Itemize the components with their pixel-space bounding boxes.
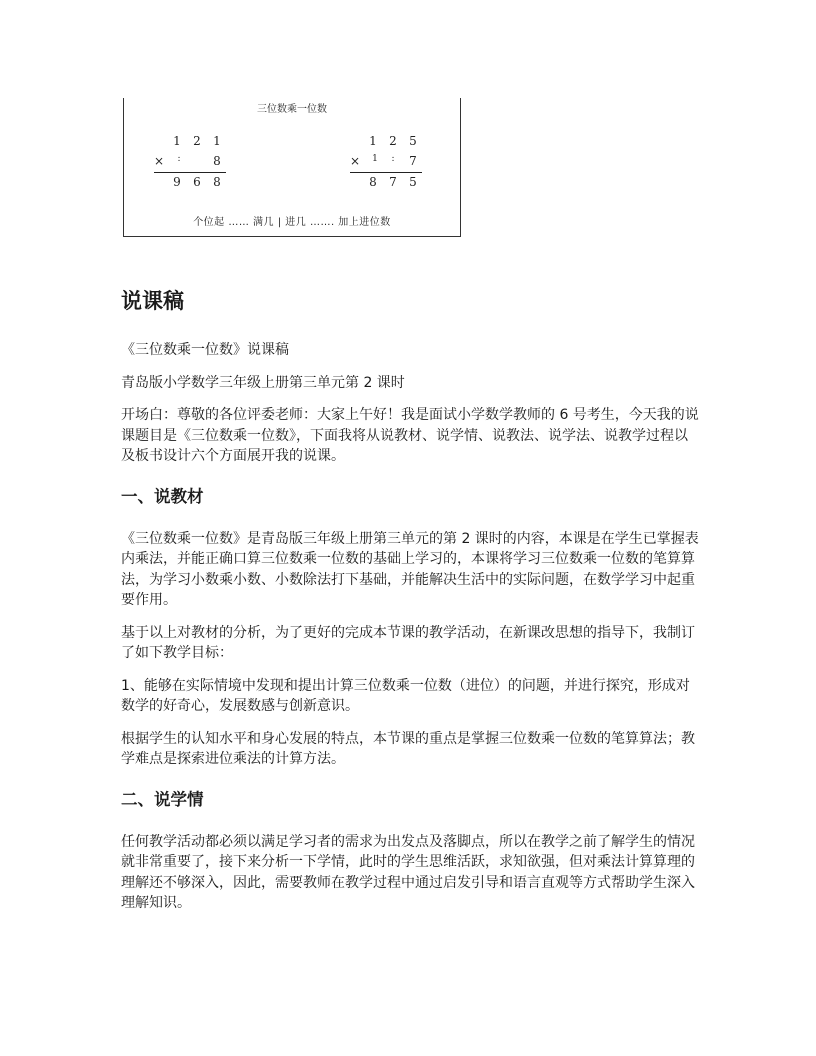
digit: 7 <box>409 154 417 168</box>
calc-line <box>350 172 422 173</box>
document-title: 说课稿 <box>121 289 184 313</box>
multiply-sign: × <box>349 154 361 168</box>
digit: 5 <box>409 134 417 148</box>
right-calculation <box>350 134 430 194</box>
digit: 8 <box>213 154 221 168</box>
paragraph: 任何教学活动都必须以满足学习者的需求为出发点及落脚点，所以在教学之前了解学生的情况就非常重要了，接下来分析一下学情，此时的学生思维活跃，求知欲强，但对乘法计算算理的理解还不够深入，因此，需要教师在教学过程中通过启发引导和语言直观等方式帮助学生深入理解知识。 <box>121 833 695 911</box>
left-calculation <box>154 134 234 194</box>
digit: 7 <box>389 175 397 189</box>
paragraph: 《三位数乘一位数》是青岛版三年级上册第三单元的第 2 课时的内容，本课是在学生已掌握表内乘法，并能正确口算三位数乘一位数的基础上学习的，本课将学习三位数乘一位数的笔算算法，为学习小数乘小数、小数除法打下基础，并能解决生活中的实际问题，在数学学习中起重要作用。 <box>121 530 699 608</box>
paragraph: 根据学生的认知水平和身心发展的特点，本节课的重点是掌握三位数乘一位数的笔算算法；教学难点是探索进位乘法的计算方法。 <box>121 730 695 767</box>
board-title: 三位数乘一位数 <box>257 104 327 115</box>
paragraph: 开场白：尊敬的各位评委老师：大家上午好！我是面试小学数学教师的 6 号考生，今天我的说课题目是《三位数乘一位数》，下面我将从说教材、说学情、说教法、说学法、说教学过程以及板书设计六个方面展开我的说课。 <box>121 407 699 464</box>
document-body <box>121 286 701 926</box>
multiply-sign: × <box>153 154 165 168</box>
section-heading: 二、说学情 <box>121 789 204 809</box>
digit: 2 <box>389 134 397 148</box>
paragraph: 青岛版小学数学三年级上册第三单元第 2 课时 <box>121 374 405 391</box>
digit: 8 <box>369 175 377 189</box>
digit: 5 <box>409 175 417 189</box>
digit: 1 <box>369 134 377 148</box>
digit: 2 <box>193 134 201 148</box>
board-summary: 个位起 …… 满几 | 进几 ……. 加上进位数 <box>193 217 391 228</box>
carry-mark: : <box>391 154 395 164</box>
paragraph: 基于以上对教材的分析，为了更好的完成本节课的教学活动，在新课改思想的指导下，我制订了如下教学目标： <box>121 624 695 661</box>
digit: 8 <box>213 175 221 189</box>
paragraph: 1、能够在实际情境中发现和提出计算三位数乘一位数（进位）的问题，并进行探究，形成对数学的好奇心，发展数感与创新意识。 <box>121 677 690 714</box>
blackboard-figure <box>123 98 461 237</box>
section-heading: 一、说教材 <box>121 486 204 506</box>
digit: 6 <box>193 175 201 189</box>
carry-mark: : <box>177 154 181 164</box>
digit: 9 <box>173 175 181 189</box>
digit: 1 <box>173 134 181 148</box>
digit: 1 <box>213 134 221 148</box>
carry-mark: 1 <box>372 154 378 164</box>
calc-line <box>154 172 226 173</box>
paragraph: 《三位数乘一位数》说课稿 <box>121 342 289 358</box>
